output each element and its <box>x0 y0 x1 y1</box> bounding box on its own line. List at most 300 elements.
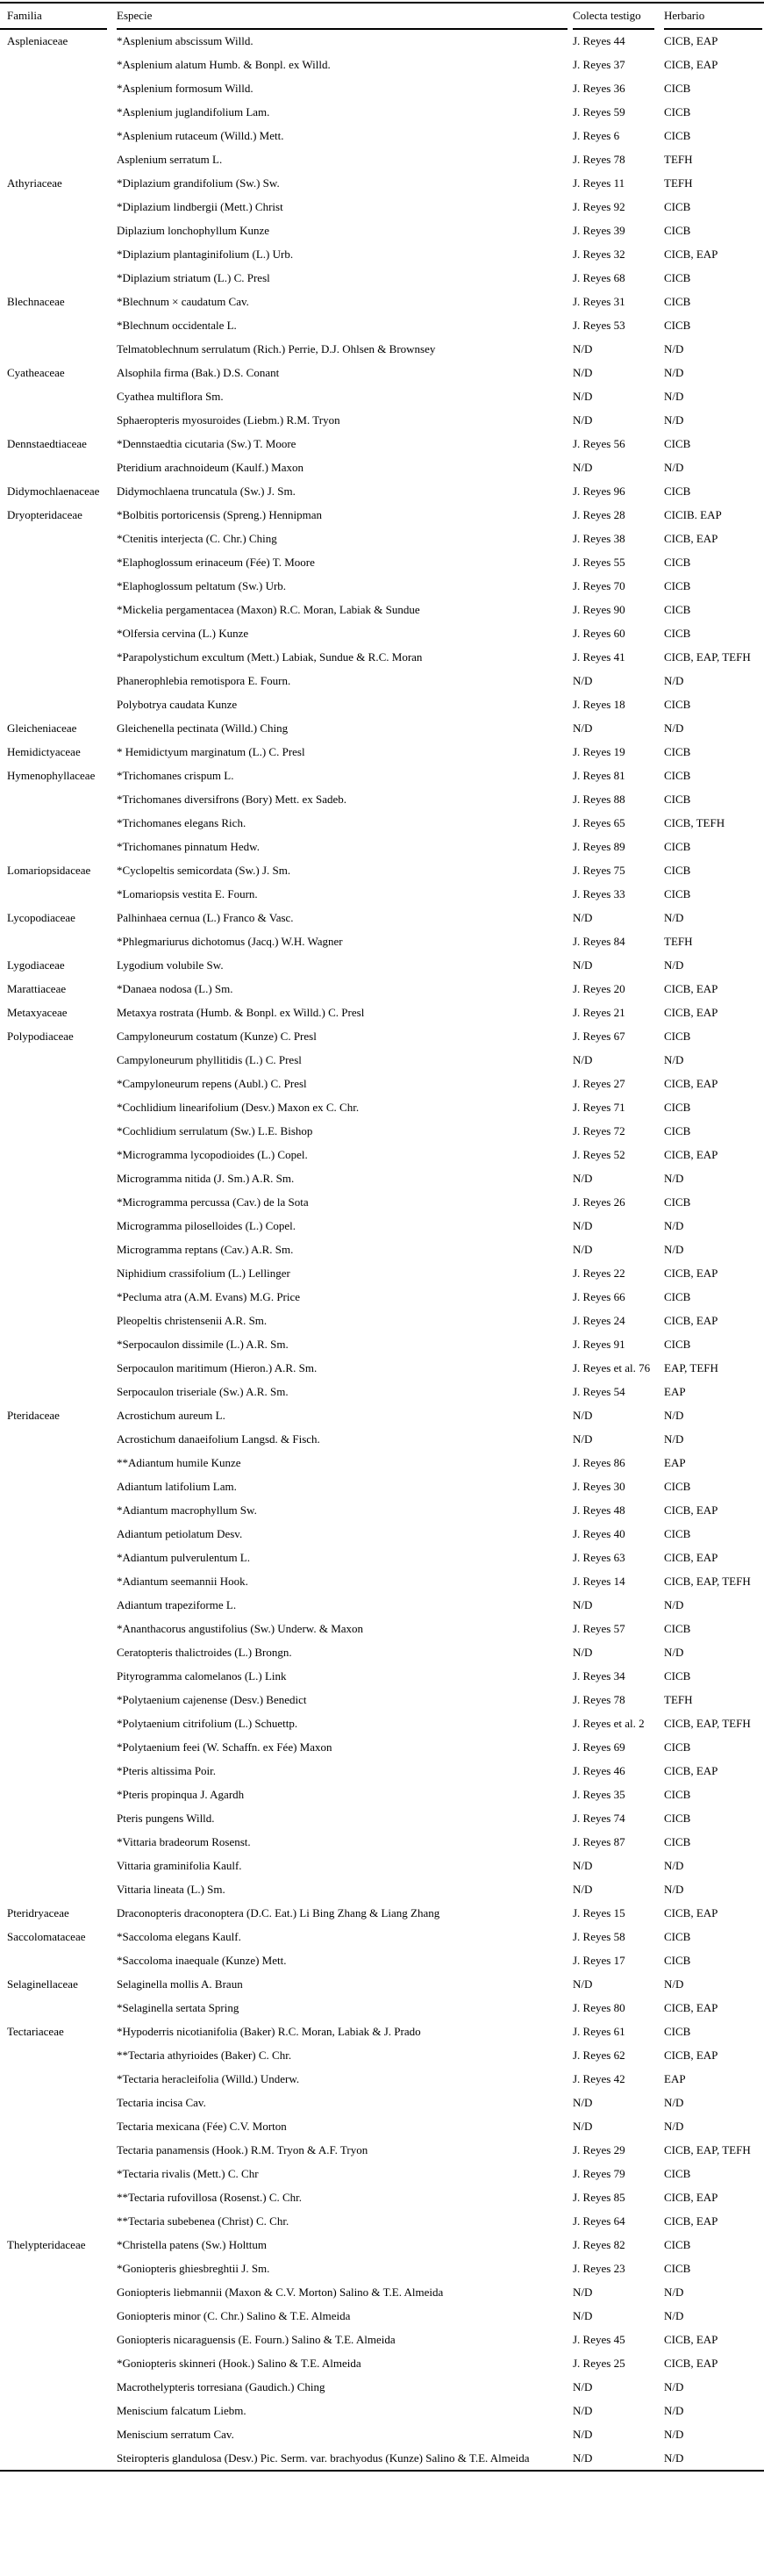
especie-cell: *Microgramma percussa (Cav.) de la Sota <box>117 1195 309 1209</box>
colecta-testigo-cell: N/D <box>573 911 593 924</box>
especie-cell: Microgramma piloselloides (L.) Copel. <box>117 1219 296 1232</box>
herbario-cell: CICB, EAP <box>664 34 718 47</box>
table-row <box>0 669 764 692</box>
colecta-testigo-cell: N/D <box>573 1053 593 1066</box>
table-row <box>0 2233 764 2257</box>
colecta-testigo-cell: J. Reyes 90 <box>573 603 625 616</box>
familia-cell: Blechnaceae <box>7 295 65 308</box>
table-row <box>0 1498 764 1522</box>
colecta-testigo-cell: N/D <box>573 674 593 687</box>
herbario-cell: N/D <box>664 911 684 924</box>
colecta-testigo-cell: N/D <box>573 2120 593 2133</box>
especie-cell: Telmatoblechnum serrulatum (Rich.) Perrie, D.J. Ohlsen & Brownsey <box>117 342 436 355</box>
herbario-cell: CICB <box>664 1954 691 1967</box>
colecta-testigo-cell: J. Reyes 21 <box>573 1006 625 1019</box>
colecta-testigo-cell: J. Reyes 57 <box>573 1622 625 1635</box>
colecta-testigo-cell: N/D <box>573 461 593 474</box>
column-header-colecta-testigo: Colecta testigo <box>573 3 654 30</box>
colecta-testigo-cell: J. Reyes 20 <box>573 982 625 995</box>
herbario-cell: CICB, EAP <box>664 2357 718 2370</box>
especie-cell: Tectaria incisa Cav. <box>117 2096 206 2109</box>
herbario-cell: N/D <box>664 1859 684 1872</box>
herbario-cell: TEFH <box>664 153 693 166</box>
herbario-cell: CICB, EAP <box>664 1503 718 1517</box>
especie-cell: *Blechnum × caudatum Cav. <box>117 295 249 308</box>
colecta-testigo-cell: J. Reyes 17 <box>573 1954 625 1967</box>
especie-cell: *Lomariopsis vestita E. Fourn. <box>117 887 258 901</box>
colecta-testigo-cell: N/D <box>573 2404 593 2417</box>
especie-cell: Serpocaulon maritimum (Hieron.) A.R. Sm. <box>117 1361 318 1374</box>
table-row <box>0 432 764 456</box>
familia-cell: Lomariopsidaceae <box>7 864 91 877</box>
especie-cell: Adiantum trapeziforme L. <box>117 1598 237 1611</box>
familia-cell: Thelypteridaceae <box>7 2238 86 2251</box>
familia-cell: Hemidictyaceae <box>7 745 81 758</box>
herbario-cell: CICB, EAP <box>664 1077 718 1090</box>
especie-cell: Vittaria graminifolia Kaulf. <box>117 1859 242 1872</box>
especie-cell: Metaxya rostrata (Humb. & Bonpl. ex Willd.) C. Presl <box>117 1006 365 1019</box>
table-row <box>0 645 764 669</box>
table-row <box>0 171 764 195</box>
especie-cell: *Diplazium lindbergii (Mett.) Christ <box>117 200 283 213</box>
especie-cell: *Adiantum seemannii Hook. <box>117 1575 248 1588</box>
herbario-cell: N/D <box>664 2451 684 2465</box>
table-row <box>0 1048 764 1072</box>
table-row <box>0 1783 764 1806</box>
especie-cell: *Danaea nodosa (L.) Sm. <box>117 982 233 995</box>
table-row <box>0 1569 764 1593</box>
table-row <box>0 2114 764 2138</box>
herbario-cell: CICB, EAP <box>664 982 718 995</box>
colecta-testigo-cell: N/D <box>573 1219 593 1232</box>
familia-cell: Athyriaceae <box>7 176 62 190</box>
table-row <box>0 1522 764 1546</box>
herbario-cell: EAP <box>664 2072 686 2085</box>
herbario-cell: N/D <box>664 721 684 735</box>
especie-cell: Cyathea multiflora Sm. <box>117 390 224 403</box>
familia-cell: Dryopteridaceae <box>7 508 82 521</box>
table-row <box>0 1332 764 1356</box>
table-row <box>0 1190 764 1214</box>
table-row <box>0 266 764 290</box>
colecta-testigo-cell: J. Reyes 85 <box>573 2191 625 2204</box>
herbario-cell: CICB, EAP <box>664 2049 718 2062</box>
especie-cell: Microgramma nitida (J. Sm.) A.R. Sm. <box>117 1172 295 1185</box>
especie-cell: *Polytaenium cajenense (Desv.) Benedict <box>117 1693 307 1706</box>
especie-cell: Pleopeltis christensenii A.R. Sm. <box>117 1314 268 1327</box>
table-row <box>0 1972 764 1996</box>
table-row <box>0 456 764 479</box>
especie-cell: Polybotrya caudata Kunze <box>117 698 238 711</box>
especie-cell: Palhinhaea cernua (L.) Franco & Vasc. <box>117 911 294 924</box>
table-row <box>0 2185 764 2209</box>
especie-cell: Gleichenella pectinata (Willd.) Ching <box>117 721 289 735</box>
table-row <box>0 1735 764 1759</box>
herbario-cell: CICB <box>664 295 691 308</box>
table-row <box>0 787 764 811</box>
especie-cell: *Trichomanes diversifrons (Bory) Mett. ex Sadeb. <box>117 793 347 806</box>
colecta-testigo-cell: J. Reyes 52 <box>573 1148 625 1161</box>
colecta-testigo-cell: J. Reyes 33 <box>573 887 625 901</box>
table-row <box>0 1640 764 1664</box>
especie-cell: *Polytaenium citrifolium (L.) Schuettp. <box>117 1717 298 1730</box>
especie-cell: *Pteris propinqua J. Agardh <box>117 1788 245 1801</box>
colecta-testigo-cell: J. Reyes 81 <box>573 769 625 782</box>
especie-cell: Campyloneurum costatum (Kunze) C. Presl <box>117 1030 317 1043</box>
herbario-cell: N/D <box>664 2120 684 2133</box>
table-row <box>0 2399 764 2422</box>
colecta-testigo-cell: J. Reyes 11 <box>573 176 625 190</box>
herbario-cell: TEFH <box>664 176 693 190</box>
herbario-cell: N/D <box>664 413 684 427</box>
herbario-cell: EAP, TEFH <box>664 1361 718 1374</box>
colecta-testigo-cell: J. Reyes 69 <box>573 1740 625 1754</box>
especie-cell: Lygodium volubile Sw. <box>117 958 224 972</box>
colecta-testigo-cell: J. Reyes 38 <box>573 532 625 545</box>
herbario-cell: CICB <box>664 1740 691 1754</box>
herbario-cell: CICB, EAP <box>664 1551 718 1564</box>
table-row <box>0 2280 764 2304</box>
table-row <box>0 1214 764 1238</box>
especie-cell: **Adiantum humile Kunze <box>117 1456 241 1469</box>
herbario-cell: CICB <box>664 1622 691 1635</box>
table-row <box>0 2067 764 2091</box>
table-row <box>0 1285 764 1309</box>
colecta-testigo-cell: J. Reyes 15 <box>573 1906 625 1919</box>
especie-cell: Selaginella mollis A. Braun <box>117 1977 243 1991</box>
colecta-testigo-cell: J. Reyes 58 <box>573 1930 625 1943</box>
herbario-cell: CICB, EAP, TEFH <box>664 2143 751 2156</box>
table-row <box>0 1427 764 1451</box>
table-row <box>0 147 764 171</box>
especie-cell: *Tectaria rivalis (Mett.) C. Chr <box>117 2167 259 2180</box>
herbario-cell: CICB, EAP <box>664 1906 718 1919</box>
table-row <box>0 2328 764 2351</box>
table-row <box>0 1854 764 1877</box>
colecta-testigo-cell: J. Reyes 28 <box>573 508 625 521</box>
herbario-cell: CICB, EAP <box>664 2191 718 2204</box>
familia-cell: Polypodiaceae <box>7 1030 74 1043</box>
herbario-cell: CICB <box>664 1030 691 1043</box>
colecta-testigo-cell: J. Reyes 36 <box>573 82 625 95</box>
table-row <box>0 977 764 1001</box>
colecta-testigo-cell: J. Reyes 87 <box>573 1835 625 1848</box>
table-row <box>0 408 764 432</box>
table-row <box>0 953 764 977</box>
especie-cell: *Saccoloma inaequale (Kunze) Mett. <box>117 1954 287 1967</box>
herbario-cell: EAP <box>664 1456 686 1469</box>
especie-cell: Adiantum latifolium Lam. <box>117 1480 237 1493</box>
colecta-testigo-cell: J. Reyes 29 <box>573 2143 625 2156</box>
especie-cell: *Pecluma atra (A.M. Evans) M.G. Price <box>117 1290 301 1303</box>
herbario-cell: N/D <box>664 1598 684 1611</box>
colecta-testigo-cell: N/D <box>573 413 593 427</box>
table-row <box>0 621 764 645</box>
herbario-cell: CICB <box>664 1480 691 1493</box>
herbario-cell: CICB <box>664 2025 691 2038</box>
especie-cell: *Diplazium grandifolium (Sw.) Sw. <box>117 176 280 190</box>
colecta-testigo-cell: N/D <box>573 1859 593 1872</box>
especie-cell: Serpocaulon triseriale (Sw.) A.R. Sm. <box>117 1385 289 1398</box>
herbario-cell: CICB <box>664 129 691 142</box>
colecta-testigo-cell: J. Reyes 84 <box>573 935 625 948</box>
colecta-testigo-cell: J. Reyes 40 <box>573 1527 625 1540</box>
especie-cell: Macrothelypteris torresiana (Gaudich.) Ching <box>117 2380 325 2393</box>
especie-cell: *Elaphoglossum peltatum (Sw.) Urb. <box>117 579 287 592</box>
familia-cell: Aspleniaceae <box>7 34 68 47</box>
colecta-testigo-cell: J. Reyes 70 <box>573 579 625 592</box>
colecta-testigo-cell: N/D <box>573 2309 593 2322</box>
table-row <box>0 1166 764 1190</box>
colecta-testigo-cell: J. Reyes 24 <box>573 1314 625 1327</box>
table-row <box>0 53 764 76</box>
especie-cell: *Goniopteris ghiesbreghtii J. Sm. <box>117 2262 270 2275</box>
colecta-testigo-cell: N/D <box>573 2428 593 2441</box>
herbario-cell: CICB, EAP <box>664 248 718 261</box>
especie-cell: *Cochlidium serrulatum (Sw.) L.E. Bishop <box>117 1124 313 1137</box>
herbario-cell: CICB <box>664 769 691 782</box>
table-row <box>0 2446 764 2470</box>
table-row <box>0 29 764 53</box>
colecta-testigo-cell: J. Reyes 96 <box>573 484 625 498</box>
colecta-testigo-cell: J. Reyes 82 <box>573 2238 625 2251</box>
herbario-cell: CICB, EAP <box>664 532 718 545</box>
herbario-cell: CICB <box>664 603 691 616</box>
colecta-testigo-cell: J. Reyes 35 <box>573 1788 625 1801</box>
especie-cell: Didymochlaena truncatula (Sw.) J. Sm. <box>117 484 296 498</box>
familia-cell: Didymochlaenaceae <box>7 484 100 498</box>
herbario-cell: CICB, TEFH <box>664 816 725 829</box>
table-row <box>0 100 764 124</box>
colecta-testigo-cell: J. Reyes 89 <box>573 840 625 853</box>
herbario-cell: CICB <box>664 82 691 95</box>
colecta-testigo-cell: J. Reyes 31 <box>573 295 625 308</box>
especie-cell: *Tectaria heracleifolia (Willd.) Underw. <box>117 2072 300 2085</box>
table-row <box>0 1119 764 1143</box>
herbario-cell: CICB, EAP <box>664 1314 718 1327</box>
colecta-testigo-cell: J. Reyes 78 <box>573 1693 625 1706</box>
table-row <box>0 2351 764 2375</box>
table-row <box>0 76 764 100</box>
colecta-testigo-cell: J. Reyes 63 <box>573 1551 625 1564</box>
herbario-cell: CICB <box>664 579 691 592</box>
herbario-cell: N/D <box>664 390 684 403</box>
familia-cell: Marattiaceae <box>7 982 67 995</box>
colecta-testigo-cell: J. Reyes 62 <box>573 2049 625 2062</box>
especie-cell: *Phlegmariurus dichotomus (Jacq.) W.H. Wagner <box>117 935 343 948</box>
colecta-testigo-cell: J. Reyes 45 <box>573 2333 625 2346</box>
herbario-cell: CICB <box>664 484 691 498</box>
herbario-cell: CICB <box>664 1835 691 1848</box>
herbario-cell: CICIB. EAP <box>664 508 722 521</box>
colecta-testigo-cell: J. Reyes 37 <box>573 58 625 71</box>
table-row <box>0 2422 764 2446</box>
colecta-testigo-cell: N/D <box>573 1646 593 1659</box>
especie-cell: *Polytaenium feei (W. Schaffn. ex Fée) Maxon <box>117 1740 332 1754</box>
colecta-testigo-cell: N/D <box>573 1243 593 1256</box>
herbario-cell: CICB <box>664 1338 691 1351</box>
especie-cell: *Selaginella sertata Spring <box>117 2001 239 2014</box>
especie-cell: Tectaria mexicana (Fée) C.V. Morton <box>117 2120 287 2133</box>
herbario-cell: CICB <box>664 864 691 877</box>
colecta-testigo-cell: J. Reyes 26 <box>573 1195 625 1209</box>
table-row <box>0 2375 764 2399</box>
table-row <box>0 1877 764 1901</box>
herbario-cell: N/D <box>664 342 684 355</box>
table-row <box>0 2209 764 2233</box>
especie-cell: **Tectaria rufovillosa (Rosenst.) C. Chr. <box>117 2191 303 2204</box>
table-row <box>0 1901 764 1925</box>
table-row <box>0 1948 764 1972</box>
familia-cell: Pteridryaceae <box>7 1906 69 1919</box>
familia-cell: Hymenophyllaceae <box>7 769 96 782</box>
table-row <box>0 1095 764 1119</box>
colecta-testigo-cell: J. Reyes 14 <box>573 1575 625 1588</box>
especie-cell: *Ctenitis interjecta (C. Chr.) Ching <box>117 532 277 545</box>
especie-cell: *Trichomanes elegans Rich. <box>117 816 246 829</box>
table-row <box>0 195 764 219</box>
table-row <box>0 2091 764 2114</box>
herbario-cell: CICB, EAP <box>664 2001 718 2014</box>
colecta-testigo-cell: N/D <box>573 1883 593 1896</box>
table-row <box>0 503 764 527</box>
herbario-cell: TEFH <box>664 1693 693 1706</box>
herbario-cell: CICB <box>664 2262 691 2275</box>
especie-cell: *Goniopteris skinneri (Hook.) Salino & T.E. Almeida <box>117 2357 361 2370</box>
table-row <box>0 1403 764 1427</box>
colecta-testigo-cell: J. Reyes 25 <box>573 2357 625 2370</box>
herbario-cell: CICB <box>664 200 691 213</box>
table-row <box>0 574 764 598</box>
especie-cell: Pteridium arachnoideum (Kaulf.) Maxon <box>117 461 303 474</box>
especie-cell: Meniscium serratum Cav. <box>117 2428 234 2441</box>
especie-cell: *Olfersia cervina (L.) Kunze <box>117 627 249 640</box>
colecta-testigo-cell: J. Reyes 79 <box>573 2167 625 2180</box>
colecta-testigo-cell: J. Reyes 65 <box>573 816 625 829</box>
especie-cell: *Asplenium abscissum Willd. <box>117 34 253 47</box>
colecta-testigo-cell: N/D <box>573 1977 593 1991</box>
column-header-especie: Especie <box>117 3 568 30</box>
species-table <box>0 2 764 2472</box>
colecta-testigo-cell: J. Reyes 59 <box>573 105 625 118</box>
herbario-cell: CICB <box>664 793 691 806</box>
colecta-testigo-cell: J. Reyes 27 <box>573 1077 625 1090</box>
table-row <box>0 2020 764 2043</box>
herbario-cell: N/D <box>664 1172 684 1185</box>
herbario-cell: N/D <box>664 1977 684 1991</box>
table-row <box>0 1593 764 1617</box>
especie-cell: * Hemidictyum marginatum (L.) C. Presl <box>117 745 305 758</box>
colecta-testigo-cell: J. Reyes 64 <box>573 2214 625 2228</box>
table-row <box>0 1143 764 1166</box>
table-row <box>0 242 764 266</box>
especie-cell: Meniscium falcatum Liebm. <box>117 2404 246 2417</box>
familia-cell: Gleicheniaceae <box>7 721 77 735</box>
herbario-cell: N/D <box>664 2428 684 2441</box>
colecta-testigo-cell: N/D <box>573 721 593 735</box>
especie-cell: *Elaphoglossum erinaceum (Fée) T. Moore <box>117 556 315 569</box>
colecta-testigo-cell: J. Reyes 74 <box>573 1812 625 1825</box>
especie-cell: Pteris pungens Willd. <box>117 1812 215 1825</box>
herbario-cell: CICB <box>664 437 691 450</box>
table-row <box>0 1688 764 1711</box>
herbario-cell: CICB <box>664 105 691 118</box>
especie-cell: *Diplazium plantaginifolium (L.) Urb. <box>117 248 294 261</box>
table-row <box>0 598 764 621</box>
especie-cell: *Parapolystichum excultum (Mett.) Labiak, Sundue & R.C. Moran <box>117 650 423 664</box>
especie-cell: *Adiantum pulverulentum L. <box>117 1551 251 1564</box>
table-row <box>0 811 764 835</box>
table-row <box>0 2162 764 2185</box>
table-row <box>0 929 764 953</box>
colecta-testigo-cell: J. Reyes 34 <box>573 1669 625 1683</box>
colecta-testigo-cell: N/D <box>573 2451 593 2465</box>
herbario-cell: CICB <box>664 2167 691 2180</box>
colecta-testigo-cell: J. Reyes 30 <box>573 1480 625 1493</box>
table-row <box>0 906 764 929</box>
familia-cell: Selaginellaceae <box>7 1977 78 1991</box>
herbario-cell: CICB <box>664 698 691 711</box>
herbario-cell: CICB <box>664 1124 691 1137</box>
herbario-cell: N/D <box>664 2380 684 2393</box>
herbario-cell: CICB <box>664 2238 691 2251</box>
table-row <box>0 1356 764 1380</box>
table-row <box>0 1238 764 1261</box>
herbario-cell: CICB, EAP, TEFH <box>664 650 751 664</box>
familia-cell: Metaxyaceae <box>7 1006 68 1019</box>
herbario-cell: CICB <box>664 1290 691 1303</box>
colecta-testigo-cell: J. Reyes 78 <box>573 153 625 166</box>
especie-cell: *Trichomanes pinnatum Hedw. <box>117 840 260 853</box>
colecta-testigo-cell: J. Reyes 42 <box>573 2072 625 2085</box>
herbario-cell: CICB <box>664 1788 691 1801</box>
table-row <box>0 527 764 550</box>
colecta-testigo-cell: J. Reyes 19 <box>573 745 625 758</box>
table-row <box>0 219 764 242</box>
herbario-cell: CICB <box>664 1669 691 1683</box>
herbario-cell: N/D <box>664 1432 684 1446</box>
colecta-testigo-cell: J. Reyes 23 <box>573 2262 625 2275</box>
table-row <box>0 1309 764 1332</box>
table-row <box>0 740 764 764</box>
herbario-cell: CICB <box>664 271 691 284</box>
herbario-cell: N/D <box>664 1646 684 1659</box>
table-row <box>0 764 764 787</box>
colecta-testigo-cell: J. Reyes 55 <box>573 556 625 569</box>
table-row <box>0 2043 764 2067</box>
herbario-cell: CICB, EAP <box>664 2214 718 2228</box>
herbario-cell: CICB <box>664 556 691 569</box>
herbario-cell: N/D <box>664 674 684 687</box>
table-row <box>0 337 764 361</box>
colecta-testigo-cell: N/D <box>573 2096 593 2109</box>
familia-cell: Pteridaceae <box>7 1409 60 1422</box>
table-row <box>0 124 764 147</box>
especie-cell: *Cyclopeltis semicordata (Sw.) J. Sm. <box>117 864 291 877</box>
table-row <box>0 1925 764 1948</box>
especie-cell: Asplenium serratum L. <box>117 153 223 166</box>
table-row <box>0 1475 764 1498</box>
especie-cell: **Tectaria athyrioides (Baker) C. Chr. <box>117 2049 292 2062</box>
table-row <box>0 1261 764 1285</box>
especie-cell: *Microgramma lycopodioides (L.) Copel. <box>117 1148 308 1161</box>
herbario-cell: CICB <box>664 887 691 901</box>
colecta-testigo-cell: J. Reyes 86 <box>573 1456 625 1469</box>
familia-cell: Lygodiaceae <box>7 958 65 972</box>
table-body <box>0 29 764 2472</box>
especie-cell: Goniopteris liebmannii (Maxon & C.V. Morton) Salino & T.E. Almeida <box>117 2285 444 2299</box>
especie-cell: *Pteris altissima Poir. <box>117 1764 217 1777</box>
